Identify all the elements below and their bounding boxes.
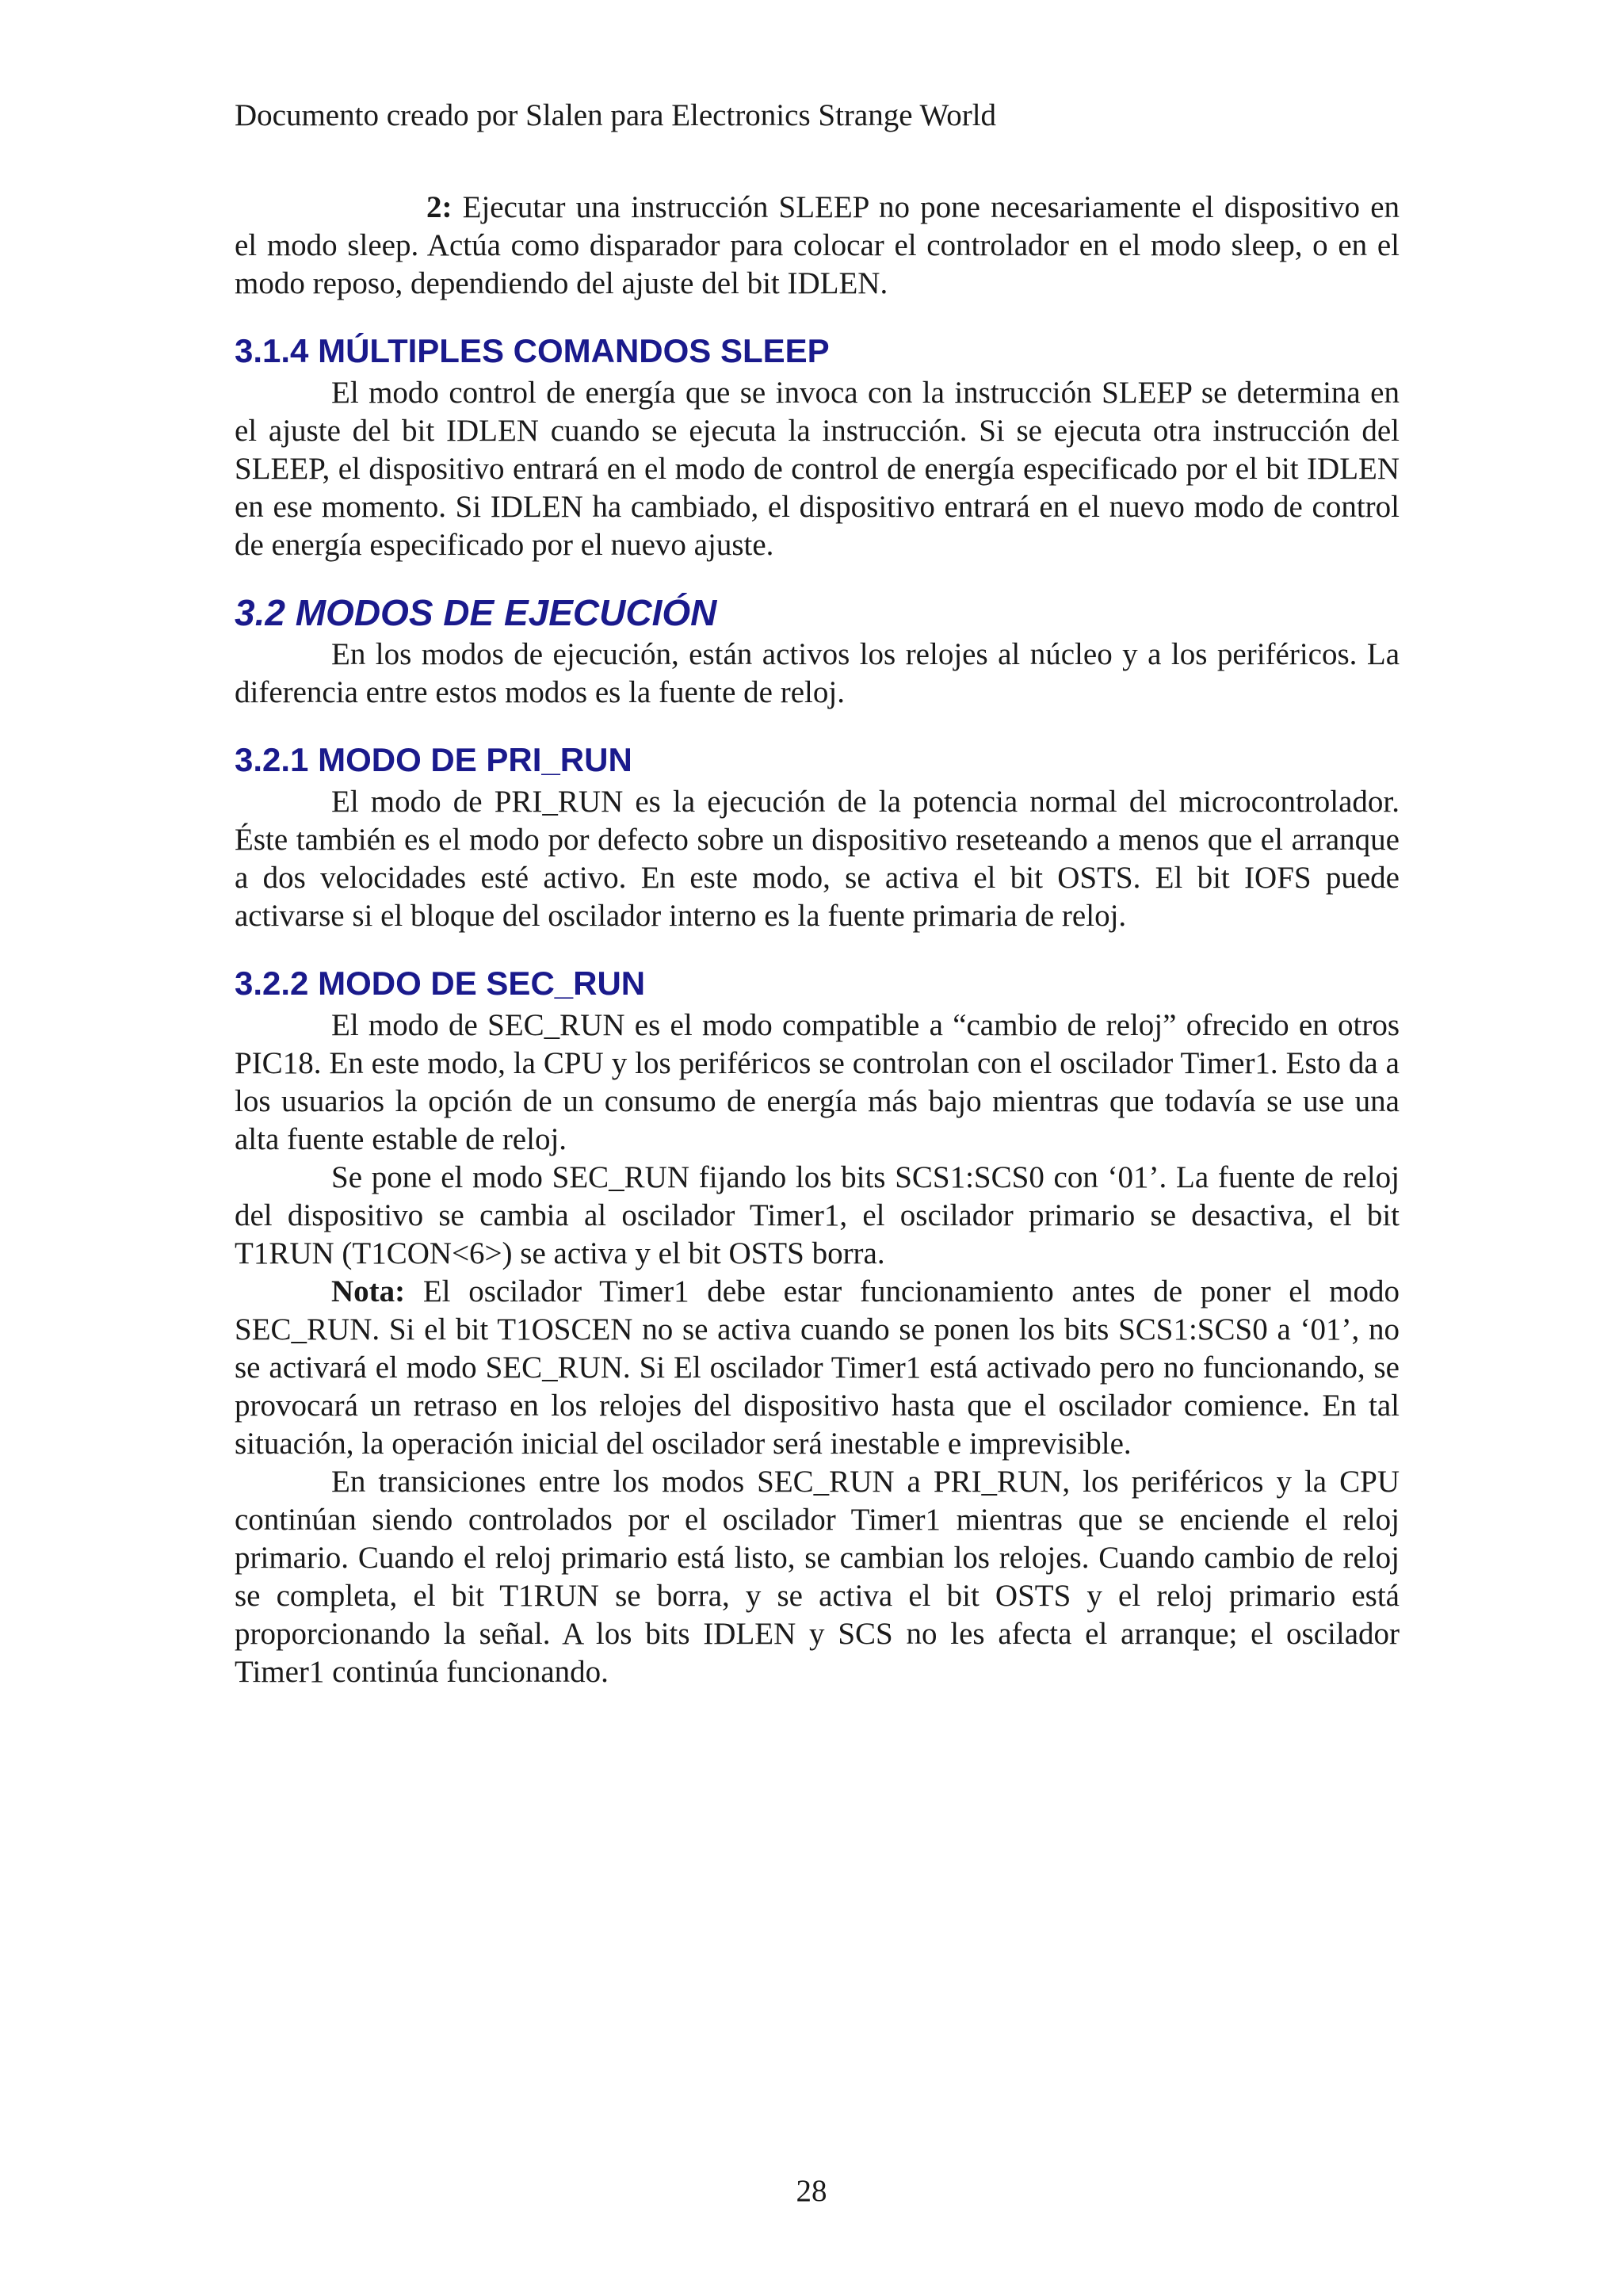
paragraph: En los modos de ejecución, están activos los relojes al núcleo y a los periféricos. La diferencia entre estos modos es la fuente de reloj. [235, 637, 1400, 709]
section-heading-3-1-4: 3.1.4 MÚLTIPLES COMANDOS SLEEP [235, 332, 830, 369]
note-text: El oscilador Timer1 debe estar funcionamiento antes de poner el modo SEC_RUN. Si el bit T1OSCEN no se activa cuando se ponen los bits SCS1:SCS0 a ‘01’, no se activará el modo SEC_RUN. Si El oscilador Timer1 está activado pero no funcionando, se provocará un retraso en los relojes del dispositivo hasta que el oscilador comience. En tal situación, la operación inicial del oscilador será inestable e imprevisible. [235, 1274, 1400, 1461]
page-content [235, 189, 1400, 1691]
paragraph: El modo de PRI_RUN es la ejecución de la potencia normal del microcontrolador. Éste también es el modo por defecto sobre un dispositivo reseteando a menos que el arranque a dos velocidades esté activo. En este modo, se activa el bit OSTS. El bit IOFS puede activarse si el bloque del oscilador interno es la fuente primaria de reloj. [235, 785, 1400, 933]
section-heading-3-2-1: 3.2.1 MODO DE PRI_RUN [235, 741, 632, 778]
section-heading-3-2: 3.2 MODOS DE EJECUCIÓN [235, 592, 717, 633]
note-paragraph [235, 1273, 1400, 1463]
paragraph: En transiciones entre los modos SEC_RUN a PRI_RUN, los periféricos y la CPU continúan siendo controlados por el oscilador Timer1 mientras que se enciende el reloj primario. Cuando el reloj primario está listo, se cambian los relojes. Cuando cambio de reloj se completa, el bit T1RUN se borra, y se activa el bit OSTS y el reloj primario está proporcionando la señal. A los bits IDLEN y SCS no les afecta el arranque; el oscilador Timer1 continúa funcionando. [235, 1465, 1400, 1689]
paragraph: Se pone el modo SEC_RUN fijando los bits SCS1:SCS0 con ‘01’. La fuente de reloj del dispositivo se cambia al oscilador Timer1, el oscilador primario se desactiva, el bit T1RUN (T1CON<6>) se activa y el bit OSTS borra. [235, 1160, 1400, 1270]
note-paragraph-2 [235, 189, 1400, 303]
paragraph: El modo de SEC_RUN es el modo compatible a “cambio de reloj” ofrecido en otros PIC18. En este modo, la CPU y los periféricos se controlan con el oscilador Timer1. Esto da a los usuarios la opción de un consumo de energía más bajo mientras que todavía se use una alta fuente estable de reloj. [235, 1008, 1400, 1156]
section-heading-3-2-2: 3.2.2 MODO DE SEC_RUN [235, 965, 646, 1002]
note-text: Ejecutar una instrucción SLEEP no pone necesariamente el dispositivo en el modo sleep. Actúa como disparador para colocar el controlador en el modo sleep, o en el modo reposo, dependiendo del ajuste del bit IDLEN. [235, 190, 1400, 300]
note-number: 2: [426, 190, 453, 224]
paragraph: El modo control de energía que se invoca con la instrucción SLEEP se determina en el ajuste del bit IDLEN cuando se ejecuta la instrucción. Si se ejecuta otra instrucción del SLEEP, el dispositivo entrará en el modo de control de energía especificado por el bit IDLEN en ese momento. Si IDLEN ha cambiado, el dispositivo entrará en el nuevo modo de control de energía especificado por el nuevo ajuste. [235, 376, 1400, 562]
running-header: Documento creado por Slalen para Electronics Strange World [235, 98, 997, 132]
page-number: 28 [796, 2174, 827, 2208]
note-label: Nota: [331, 1274, 406, 1308]
